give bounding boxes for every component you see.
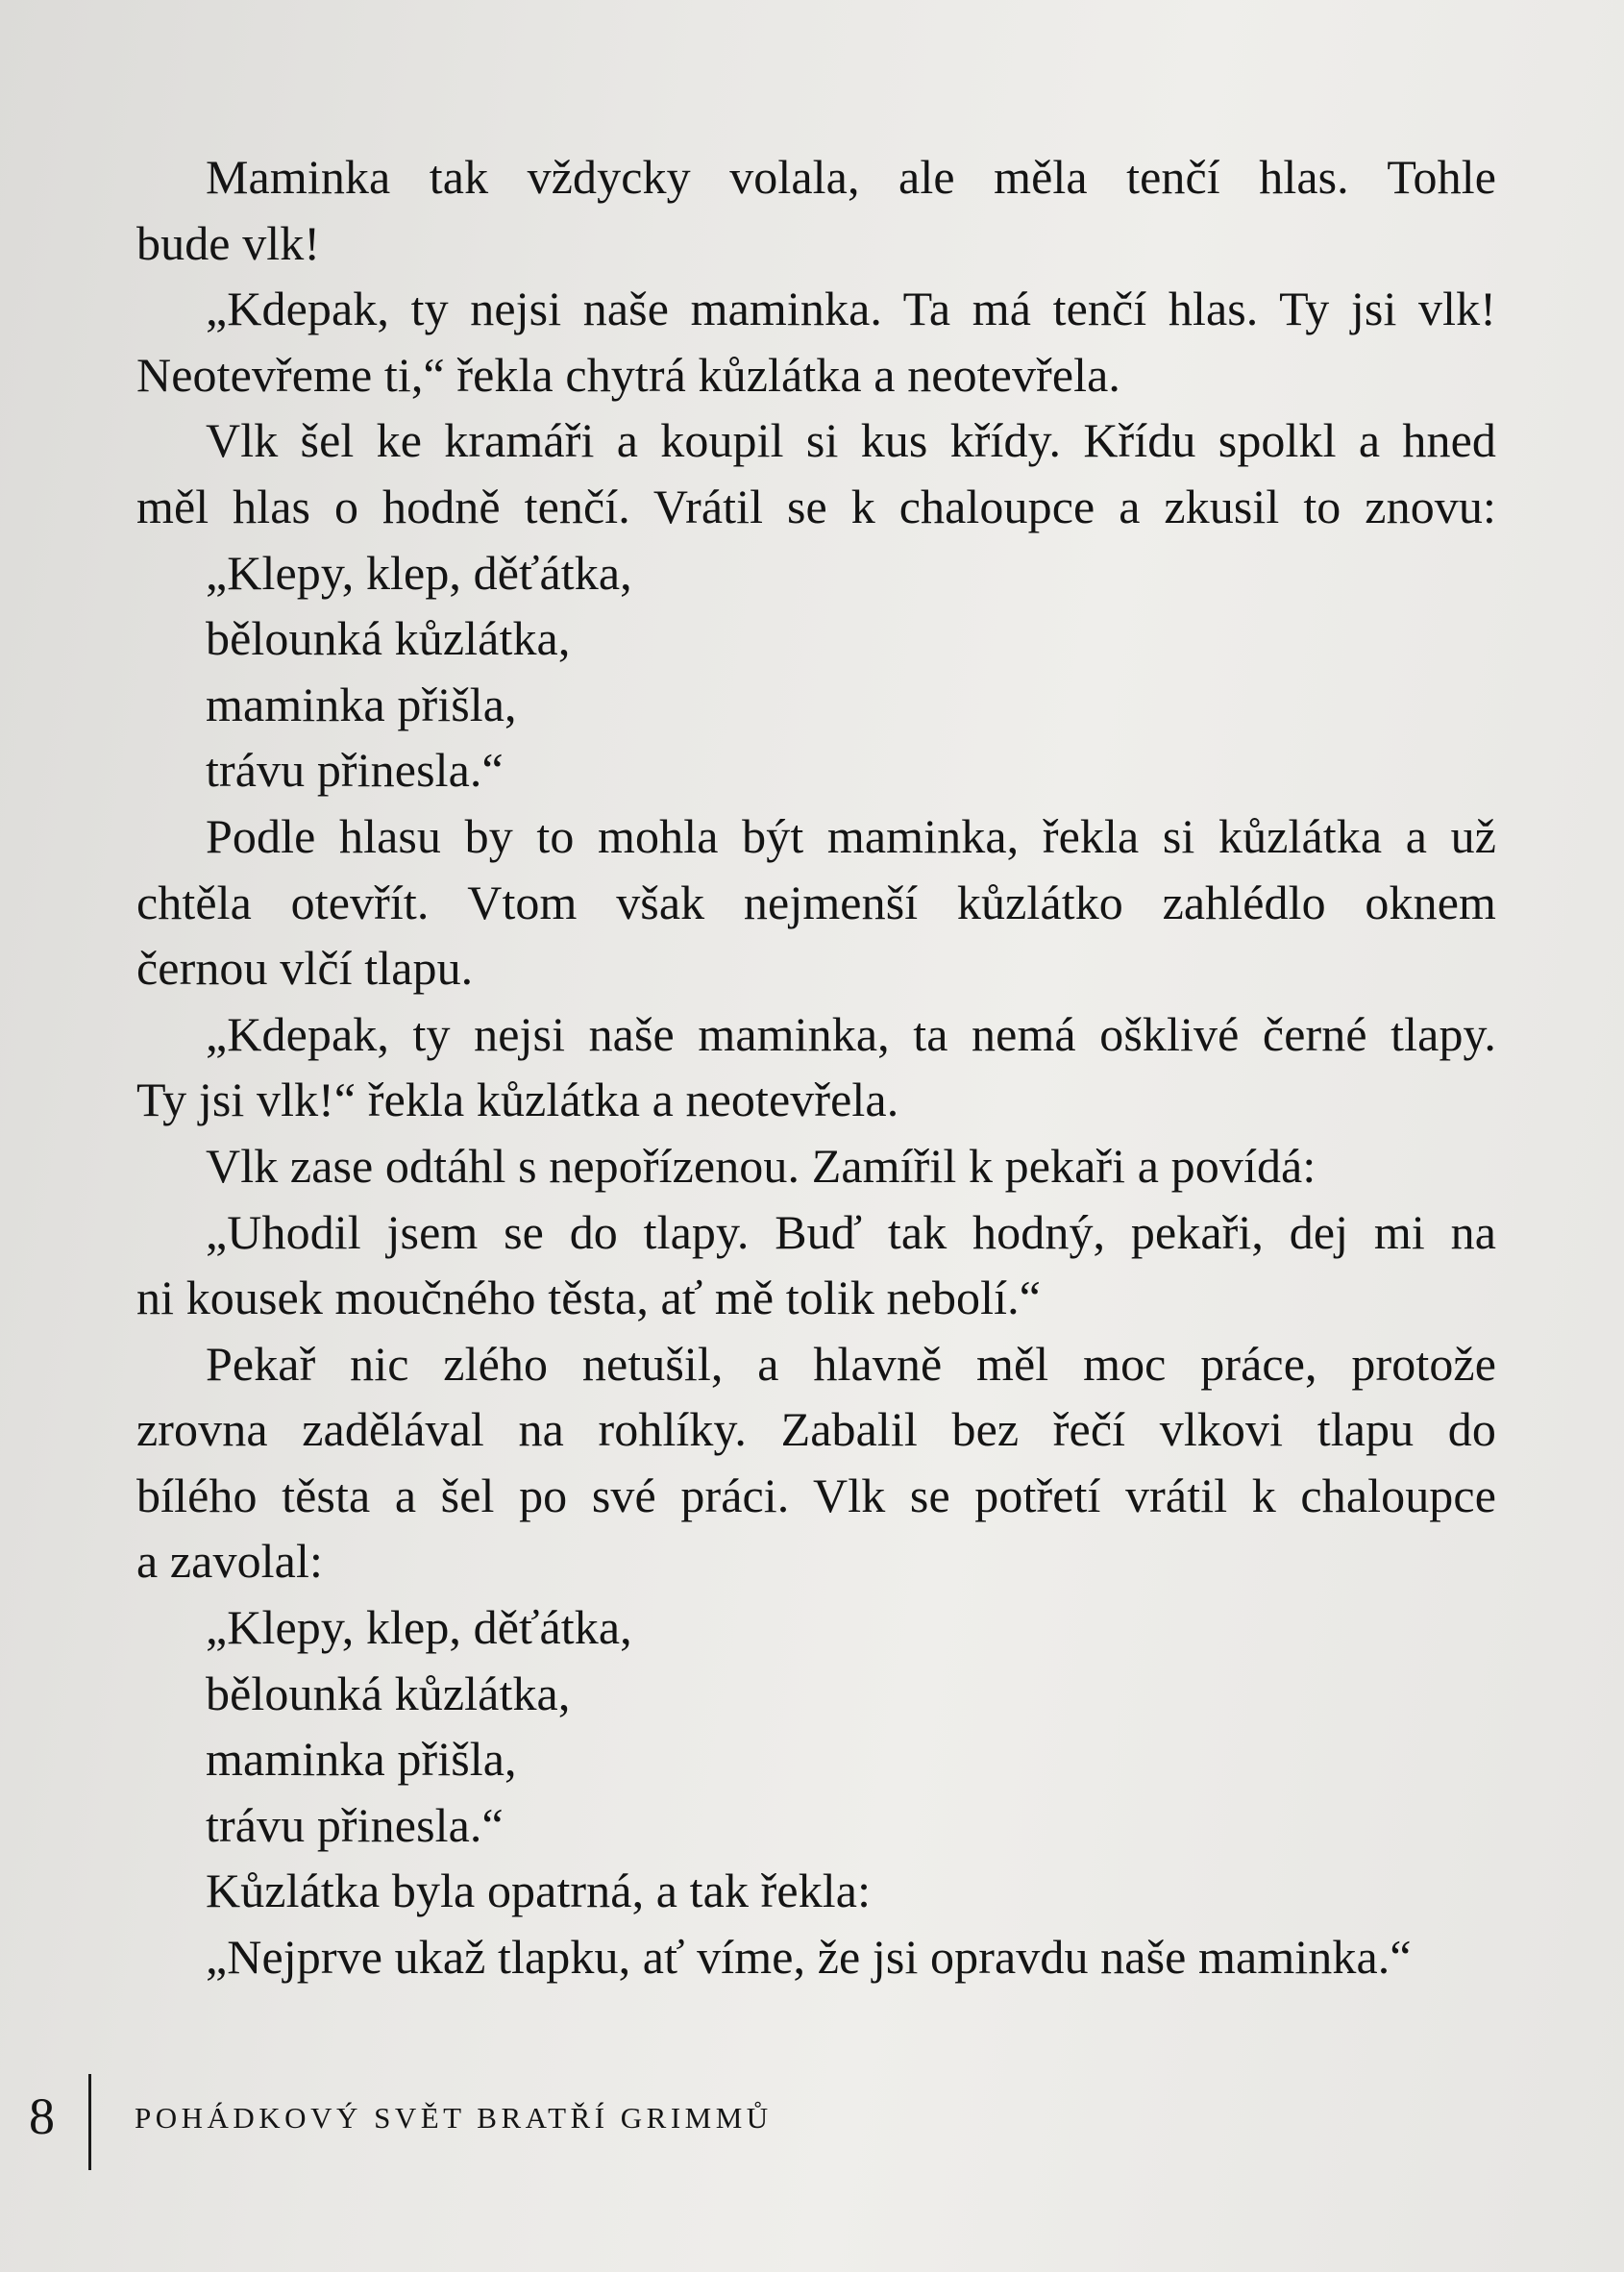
verse-line: trávu přinesla.“ (206, 743, 504, 798)
verse-line: „Klepy, klep, děťátka, (206, 1600, 632, 1655)
running-title: POHÁDKOVÝ SVĚT BRATŘÍ GRIMMŮ (135, 2101, 773, 2135)
paragraph-first-line: „Kdepak, ty nejsi naše maminka, ta nemá ošklivé černé tlapy. (206, 1006, 1496, 1061)
footer-divider (88, 2074, 91, 2170)
paragraph-first-line: Kůzlátka byla opatrná, a tak řekla: (206, 1864, 872, 1918)
paragraph-first-line: „Nejprve ukaž tlapku, ať víme, že jsi opravdu naše maminka.“ (206, 1930, 1412, 1985)
paragraph-line: černou vlčí tlapu. (136, 941, 474, 996)
story-text (136, 144, 1496, 1990)
paragraph-first-line: Vlk šel ke kramáři a koupil si kus křídy. Křídu spolkl a hned (206, 413, 1496, 468)
verse-line: trávu přinesla.“ (206, 1797, 504, 1852)
paragraph-first-line: Vlk zase odtáhl s nepořízenou. Zamířil k pekaři a povídá: (206, 1138, 1316, 1193)
page-number: 8 (29, 2087, 55, 2145)
paragraph-first-line: Podle hlasu by to mohla být maminka, řekla si kůzlátka a už (206, 808, 1496, 863)
paragraph-line: ni kousek moučného těsta, ať mě tolik nebolí.“ (136, 1271, 1042, 1325)
paragraph-first-line: Pekař nic zlého netušil, a hlavně měl moc práce, protože (206, 1336, 1496, 1391)
paragraph-first-line: „Uhodil jsem se do tlapy. Buď tak hodný, pekaři, dej mi na (206, 1204, 1496, 1259)
paragraph-line: zrovna zadělával na rohlíky. Zabalil bez řečí vlkovi tlapu do (136, 1402, 1496, 1457)
paragraph-line: Ty jsi vlk!“ řekla kůzlátka a neotevřela. (136, 1073, 899, 1127)
paragraph-line: chtěla otevřít. Vtom však nejmenší kůzlátko zahlédlo oknem (136, 875, 1496, 929)
paragraph-line: bude vlk! (136, 215, 321, 270)
paragraph-line: a zavolal: (136, 1534, 323, 1589)
paragraph-line: bílého těsta a šel po své práci. Vlk se potřetí vrátil k chaloupce (136, 1468, 1496, 1522)
verse-line: bělounká kůzlátka, (206, 1666, 571, 1720)
verse-line: bělounká kůzlátka, (206, 611, 571, 666)
page-footer (0, 2064, 961, 2180)
paragraph-first-line: Maminka tak vždycky volala, ale měla tenčí hlas. Tohle (206, 150, 1496, 204)
verse-line: „Klepy, klep, děťátka, (206, 545, 632, 600)
verse-line: maminka přišla, (206, 677, 517, 731)
paragraph-line: Neotevřeme ti,“ řekla chytrá kůzlátka a neotevřela. (136, 347, 1120, 402)
paragraph-first-line: „Kdepak, ty nejsi naše maminka. Ta má tenčí hlas. Ty jsi vlk! (206, 282, 1496, 336)
verse-line: maminka přišla, (206, 1732, 517, 1787)
paragraph-line: měl hlas o hodně tenčí. Vrátil se k chaloupce a zkusil to znovu: (136, 479, 1496, 533)
